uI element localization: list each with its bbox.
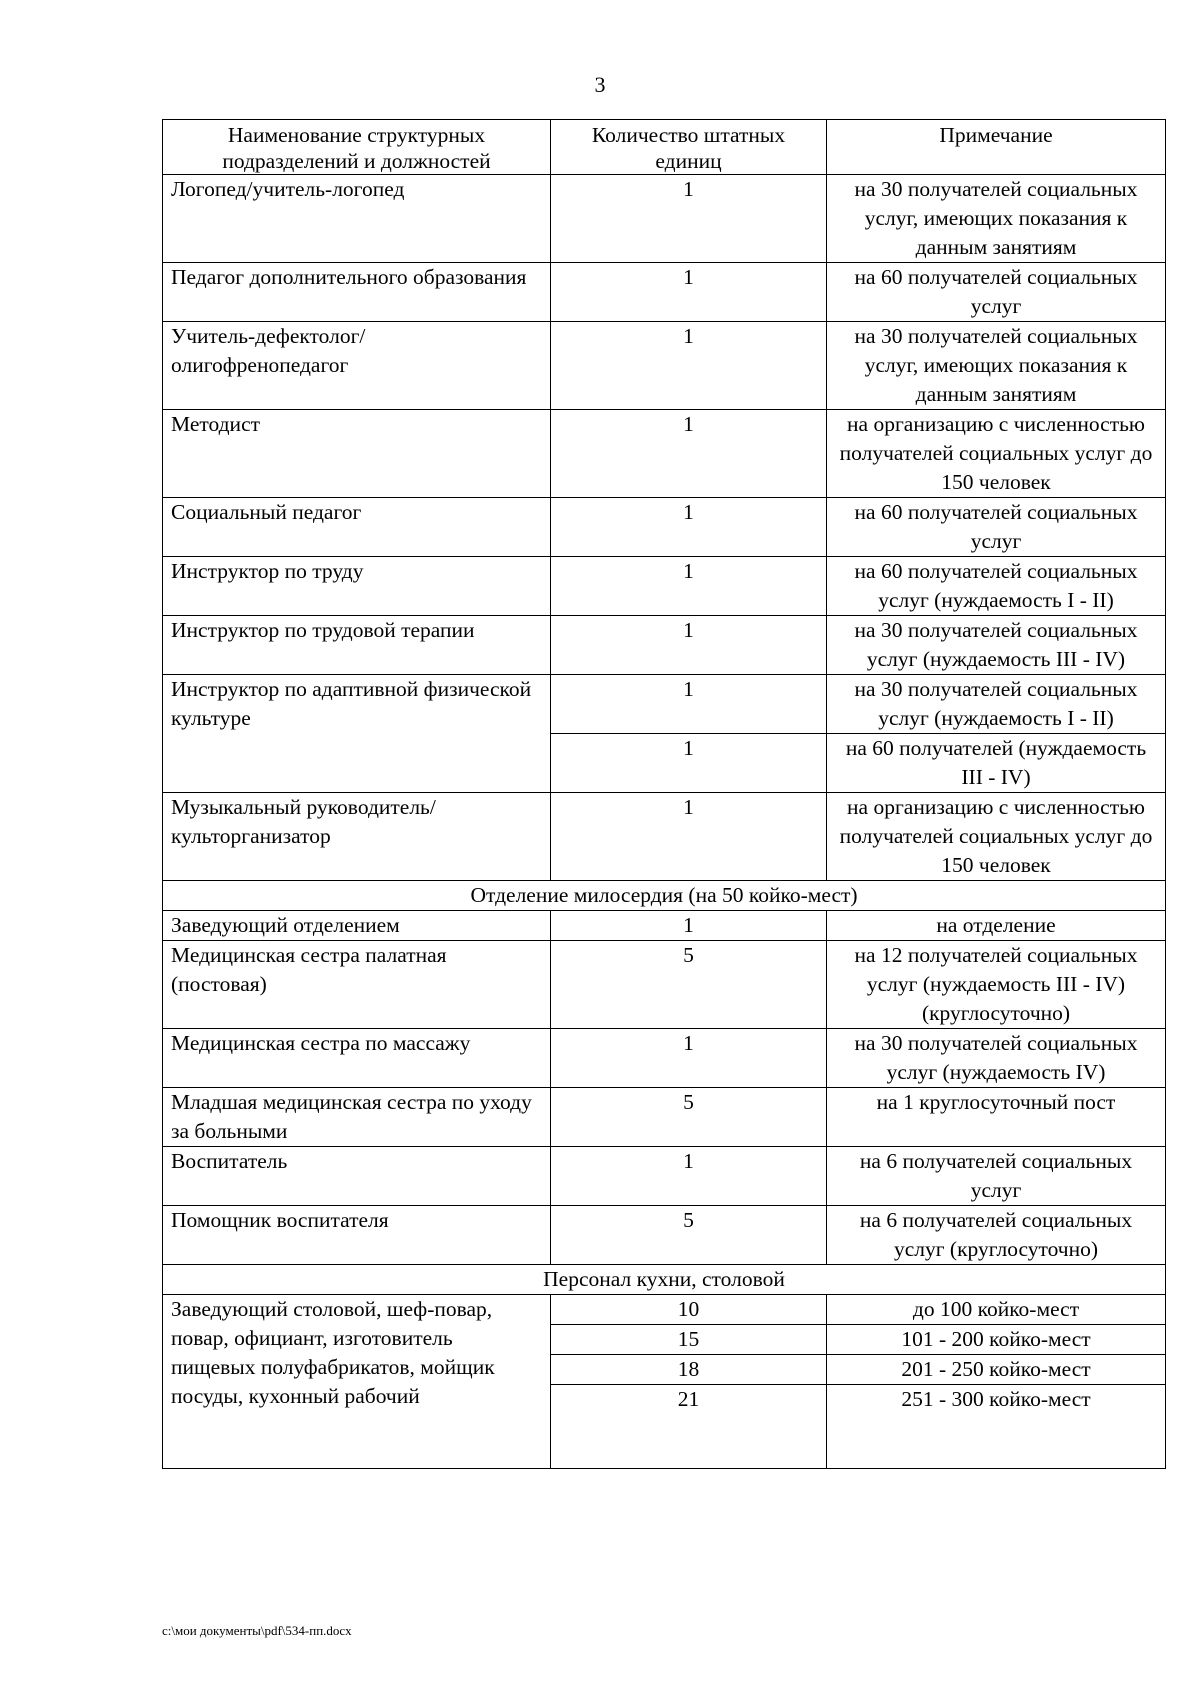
table-row [163,1029,1166,1088]
page-number: 3 [594,72,606,97]
position-name: Помощник воспитателя [163,1206,551,1265]
table-header-row [163,120,1166,175]
staff-count: 1 [551,734,827,793]
table-row [163,410,1166,498]
bed-range: 251 - 300 койко-мест [827,1385,1166,1469]
note: на 60 получателей социальных услуг [827,263,1166,322]
table-row [163,793,1166,881]
table-row [163,1147,1166,1206]
position-name: Логопед/учитель-логопед [163,175,551,263]
staff-count: 1 [551,263,827,322]
position-name: Заведующий отделением [163,911,551,941]
staff-count: 5 [551,941,827,1029]
bed-range: 101 - 200 койко-мест [827,1325,1166,1355]
position-name: Младшая медицинская сестра по уходу за больными [163,1088,551,1147]
position-name: Инструктор по трудовой терапии [163,616,551,675]
position-name: Инструктор по труду [163,557,551,616]
position-name: Медицинская сестра палатная (постовая) [163,941,551,1029]
header-name: Наименование структурных подразделений и должностей [163,120,551,175]
staff-count: 21 [551,1385,827,1469]
staff-count: 1 [551,410,827,498]
table-row [163,1088,1166,1147]
table-row [163,322,1166,410]
header-note: Примечание [827,120,1166,175]
bed-range: 201 - 250 койко-мест [827,1355,1166,1385]
staff-count: 1 [551,616,827,675]
note: на организацию с численностью получателей социальных услуг до 150 человек [827,793,1166,881]
staff-count: 1 [551,175,827,263]
staff-table [162,119,1166,1469]
note: на 60 получателей социальных услуг (нуждаемость I - II) [827,557,1166,616]
bed-range: до 100 койко-мест [827,1295,1166,1325]
table-row [163,263,1166,322]
table-row [163,1295,1166,1325]
header-count: Количество штатных единиц [551,120,827,175]
table-row [163,616,1166,675]
note: на 30 получателей социальных услуг (нуждаемость I - II) [827,675,1166,734]
staff-count: 1 [551,793,827,881]
table-row [163,675,1166,734]
note: на 12 получателей социальных услуг (нуждаемость III - IV) (круглосуточно) [827,941,1166,1029]
position-name: Педагог дополнительного образования [163,263,551,322]
table-row [163,175,1166,263]
position-name: Воспитатель [163,1147,551,1206]
note: на 6 получателей социальных услуг [827,1147,1166,1206]
position-name: Медицинская сестра по массажу [163,1029,551,1088]
note: на 60 получателей социальных услуг [827,498,1166,557]
position-name: Социальный педагог [163,498,551,557]
note: на отделение [827,911,1166,941]
note: на 30 получателей социальных услуг, имеющих показания к данным занятиям [827,322,1166,410]
staff-count: 15 [551,1325,827,1355]
staff-count: 5 [551,1206,827,1265]
note: на 60 получателей (нуждаемость III - IV) [827,734,1166,793]
staff-count: 1 [551,911,827,941]
section-title-kitchen: Персонал кухни, столовой [163,1265,1166,1295]
section-row [163,1265,1166,1295]
staff-count: 10 [551,1295,827,1325]
note: на 30 получателей социальных услуг (нуждаемость IV) [827,1029,1166,1088]
table-row [163,941,1166,1029]
staff-count: 1 [551,675,827,734]
table-row [163,557,1166,616]
position-name: Заведующий столовой, шеф-повар, повар, официант, изготовитель пищевых полуфабрикатов, мойщик посуды, кухонный рабочий [163,1295,551,1469]
staff-count: 1 [551,498,827,557]
section-title-mercy: Отделение милосердия (на 50 койко-мест) [163,881,1166,911]
note: на 6 получателей социальных услуг (круглосуточно) [827,1206,1166,1265]
note: на 30 получателей социальных услуг, имеющих показания к данным занятиям [827,175,1166,263]
position-name: Учитель-дефектолог/олигофренопедагог [163,322,551,410]
note: на 30 получателей социальных услуг (нуждаемость III - IV) [827,616,1166,675]
staff-count: 1 [551,1029,827,1088]
staff-count: 1 [551,322,827,410]
position-name: Музыкальный руководитель/культорганизатор [163,793,551,881]
table-row [163,911,1166,941]
staff-count: 1 [551,557,827,616]
staff-count: 18 [551,1355,827,1385]
footer-file-path: c:\мои документы\pdf\534-пп.docx [162,1623,352,1638]
position-name: Методист [163,410,551,498]
note: на организацию с численностью получателей социальных услуг до 150 человек [827,410,1166,498]
note: на 1 круглосуточный пост [827,1088,1166,1147]
table-row [163,1206,1166,1265]
staff-count: 5 [551,1088,827,1147]
position-name: Инструктор по адаптивной физической культуре [163,675,551,793]
staff-count: 1 [551,1147,827,1206]
section-row [163,881,1166,911]
table-row [163,498,1166,557]
